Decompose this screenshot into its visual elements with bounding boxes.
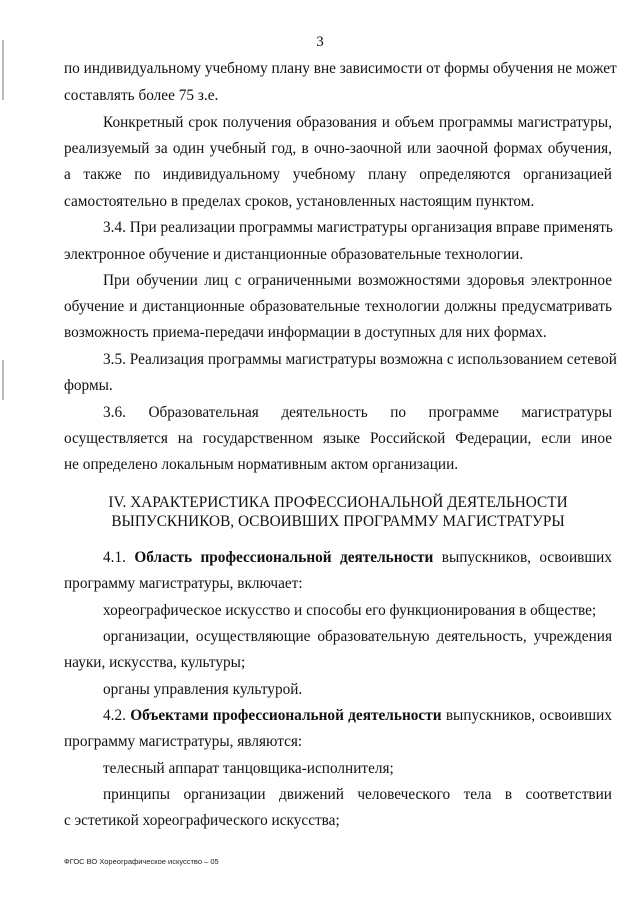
text-line: электронное обучение и дистанционные образовательные технологии. xyxy=(64,246,524,263)
text-line: формы. xyxy=(64,377,113,394)
section-heading-line: IV. ХАРАКТЕРИСТИКА ПРОФЕССИОНАЛЬНОЙ ДЕЯТЕЛЬНОСТИ xyxy=(108,494,568,511)
text-line: телесный аппарат танцовщика-исполнителя; xyxy=(103,760,394,777)
text-line: органы управления культурой. xyxy=(103,681,303,698)
text-line: организации, осуществляющие образовательную деятельность, учреждения xyxy=(103,628,612,645)
text-line: не определено локальным нормативным актом организации. xyxy=(64,456,459,473)
text-span: выпускников, освоивших xyxy=(445,707,612,724)
section-heading-line: ВЫПУСКНИКОВ, ОСВОИВШИХ ПРОГРАММУ МАГИСТРАТУРЫ xyxy=(111,513,565,530)
text-line: 3.5. Реализация программы магистратуры возможна с использованием сетевой xyxy=(103,351,617,368)
text-line: хореографическое искусство и способы его функционирования в обществе; xyxy=(103,602,597,619)
text-line: возможность приема-передачи информации в доступных для них формах. xyxy=(64,324,547,341)
text-line: реализуемый за один учебный год, в очно-заочной или заочной формах обучения, xyxy=(64,140,612,157)
page-number: 3 xyxy=(316,34,324,50)
text-line: самостоятельно в пределах сроков, установленных настоящим пунктом. xyxy=(64,193,535,210)
bold-term: Область профессиональной деятельности xyxy=(134,549,434,566)
text-line: программу магистратуры, включает: xyxy=(64,575,303,592)
text-line: с эстетикой хореографического искусства; xyxy=(64,812,340,829)
clause-number: 4.1. xyxy=(103,549,126,566)
text-line xyxy=(103,706,612,726)
text-line: 3.6. Образовательная деятельность по программе магистратуры xyxy=(103,404,612,421)
text-line: программу магистратуры, являются: xyxy=(64,733,303,750)
clause-number: 4.2. xyxy=(103,707,126,724)
text-line: а также по индивидуальному учебному плану определяются организацией xyxy=(64,166,612,183)
scan-edge-mark xyxy=(2,360,4,400)
text-line: науки, искусства, культуры; xyxy=(64,654,246,671)
text-line: составлять более 75 з.е. xyxy=(64,87,219,104)
text-line xyxy=(103,548,612,568)
text-line: обучение и дистанционные образовательные технологии должны предусматривать xyxy=(64,298,612,315)
text-line: принципы организации движений человеческого тела в соответствии xyxy=(103,786,612,803)
bold-term: Объектами профессиональной деятельности xyxy=(130,707,442,724)
text-line: Конкретный срок получения образования и объем программы магистратуры, xyxy=(103,114,612,131)
text-line: 3.4. При реализации программы магистратуры организация вправе применять xyxy=(103,219,613,236)
text-line: осуществляется на государственном языке Российской Федерации, если иное xyxy=(64,430,612,447)
text-line: по индивидуальному учебному плану вне зависимости от формы обучения не может xyxy=(64,60,617,77)
text-span: выпускников, освоивших xyxy=(441,549,612,566)
text-line: При обучении лиц с ограниченными возможностями здоровья электронное xyxy=(103,272,612,289)
page-footer: ФГОС ВО Хореографическое искусство – 05 xyxy=(64,857,219,866)
